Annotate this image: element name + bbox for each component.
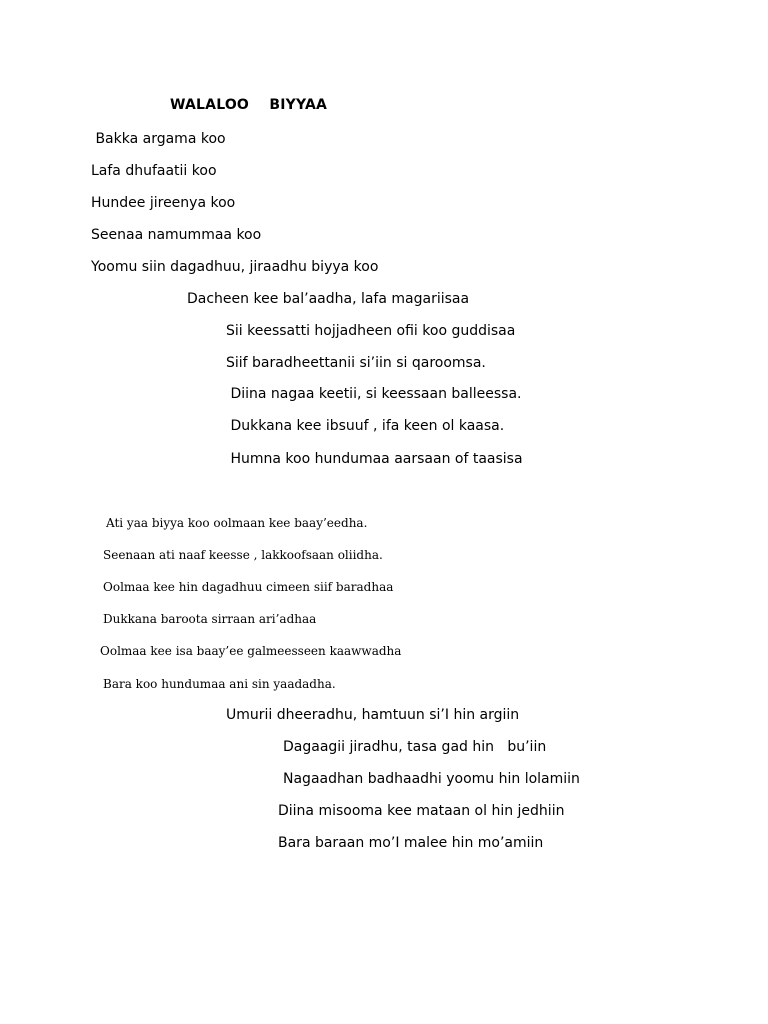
poem-line: Oolmaa kee isa baay’ee galmeesseen kaawwadha [100,644,402,658]
poem-line: Lafa dhufaatii koo [91,163,217,179]
poem-line: Diina nagaa keetii, si keessaan balleessa. [226,386,522,402]
poem-line: Ati yaa biyya koo oolmaan kee baay’eedha. [106,516,368,530]
poem-line: Seenaa namummaa koo [91,227,262,243]
poem-line: Dagaagii jiradhu, tasa gad hin bu’iin [283,739,547,755]
poem-line: Dacheen kee bal’aadha, lafa magariisaa [187,291,470,307]
poem-line: Diina misooma kee mataan ol hin jedhiin [278,803,565,819]
poem-line: Bara koo hundumaa ani sin yaadadha. [103,677,336,691]
poem-line: Hundee jireenya koo [91,195,236,211]
poem-line: Umurii dheeradhu, hamtuun si’I hin argiin [226,707,520,723]
poem-line: Nagaadhan badhaadhi yoomu hin lolamiin [283,771,580,787]
poem-line: Oolmaa kee hin dagadhuu cimeen siif baradhaa [103,580,394,594]
poem-line: Seenaan ati naaf keesse , lakkoofsaan oliidha. [103,548,383,562]
poem-line: Bara baraan mo’I malee hin mo’amiin [278,835,544,851]
poem-line: Humna koo hundumaa aarsaan of taasisa [226,451,523,467]
poem-line: Yoomu siin dagadhuu, jiraadhu biyya koo [91,259,379,275]
poem-line: Dukkana kee ibsuuf , ifa keen ol kaasa. [226,418,505,434]
poem-line: Bakka argama koo [91,131,226,147]
poem-line: Sii keessatti hojjadheen ofii koo guddisaa [226,323,516,339]
poem-line: Dukkana baroota sirraan ari’adhaa [103,612,317,626]
poem-title: WALALOO BIYYAA [170,97,328,113]
poem-line: Siif baradheettanii si’iin si qaroomsa. [226,355,486,371]
